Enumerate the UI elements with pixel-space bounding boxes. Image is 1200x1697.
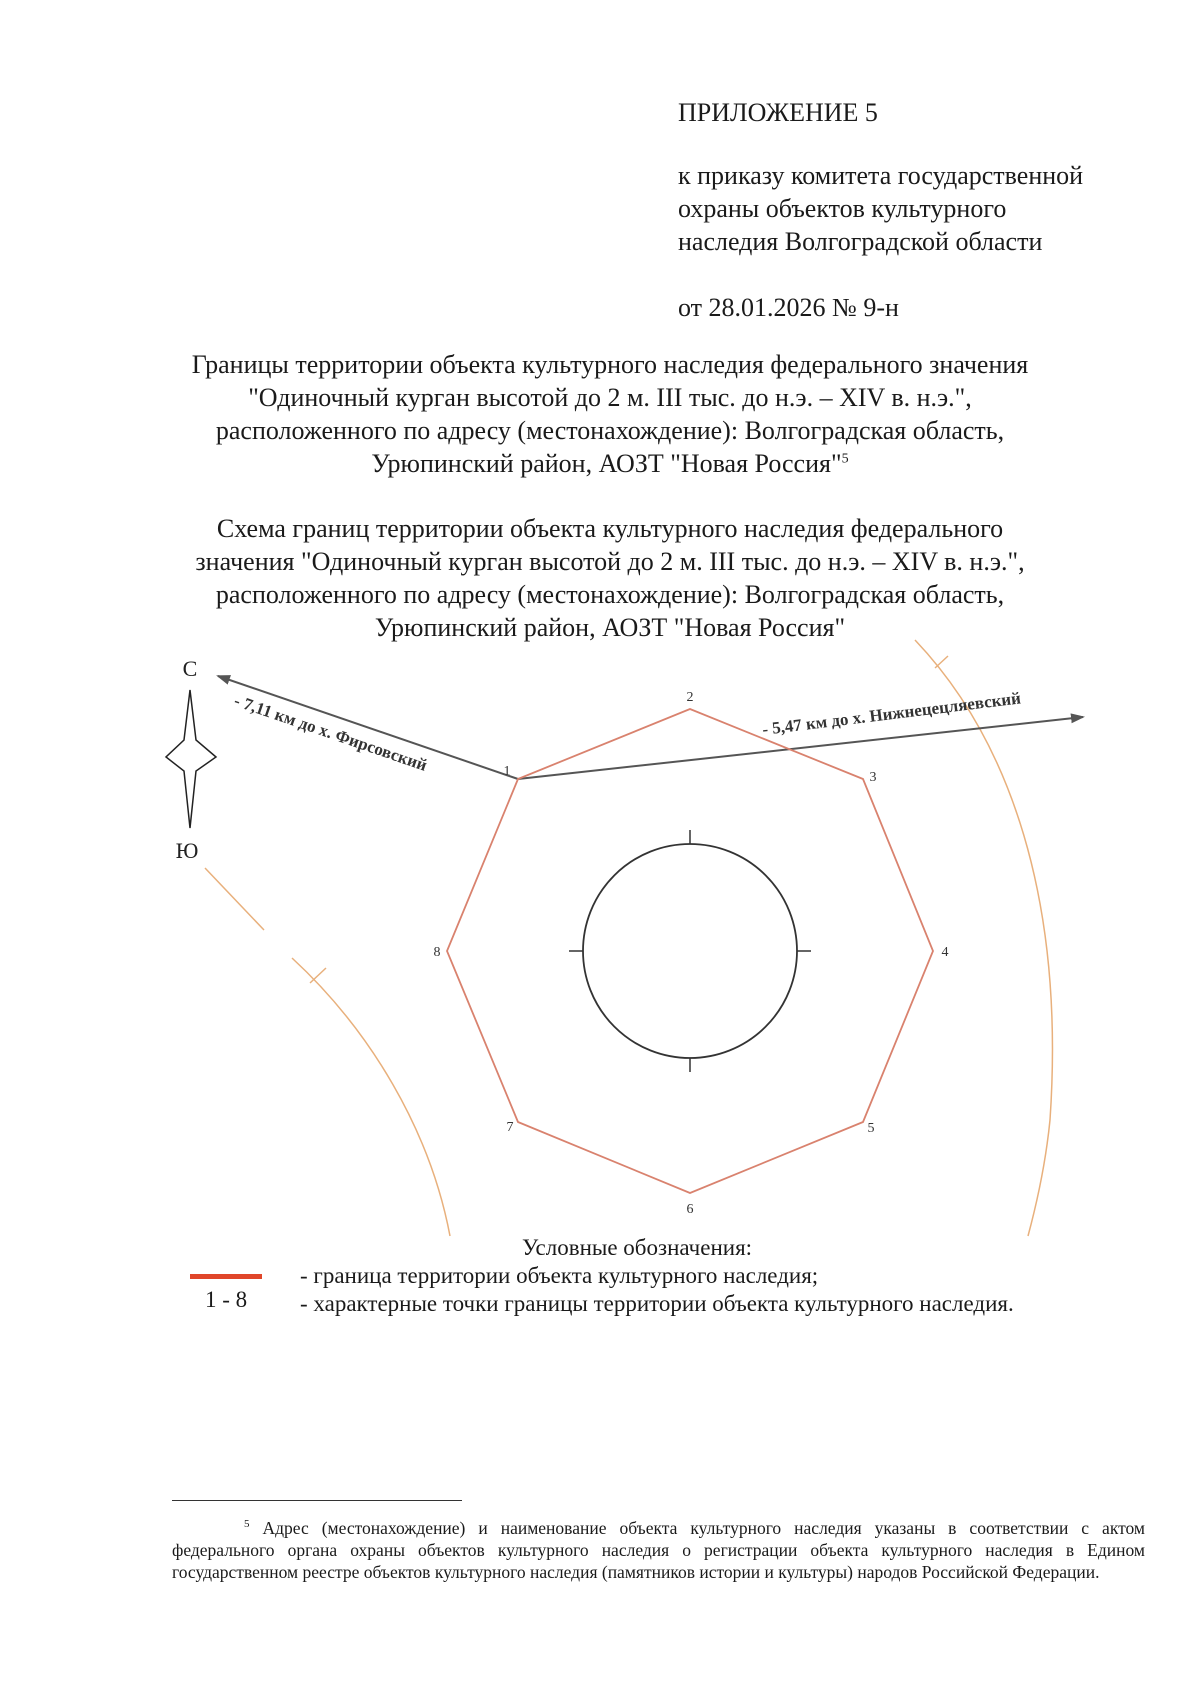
legend-boundary-text: - граница территории объекта культурного наследия; — [300, 1263, 819, 1288]
appendix-order-line: к приказу комитета государственной — [678, 161, 1084, 190]
appendix-date: от 28.01.2026 № 9-н — [678, 293, 899, 322]
heading-line: "Одиночный курган высотой до 2 м. III тыс. до н.э. – XIV в. н.э.", — [248, 383, 972, 412]
compass-north-label: С — [182, 656, 198, 681]
footnote-divider — [172, 1500, 462, 1501]
distance-arrow-firsovsky — [218, 676, 518, 779]
heading-line: расположенного по адресу (местонахождение): Волгоградская область, — [215, 580, 1005, 609]
legend-points-range: 1 - 8 — [205, 1287, 248, 1312]
road-tick-right — [935, 656, 948, 668]
mound-circle — [583, 844, 797, 1058]
boundary-point-label: 5 — [867, 1121, 875, 1136]
footnote-mark: 5 — [244, 1518, 250, 1530]
appendix-order-line: наследия Волгоградской области — [678, 227, 1043, 256]
legend-boundary-swatch — [190, 1274, 262, 1279]
compass-rose — [166, 656, 216, 863]
boundary-point-label: 4 — [941, 945, 949, 960]
appendix-order-line: охраны объектов культурного — [678, 194, 1007, 223]
road-tick-left — [310, 968, 326, 983]
heading-line: Урюпинский район, АОЗТ "Новая Россия" — [374, 613, 846, 642]
distance-label-firsovsky: - 7,11 км до х. Фирсовский — [231, 690, 430, 775]
footnote-text: Адрес (местонахождение) и наименование объекта культурного наследия указаны в соответствии с актом федерального органа охраны объектов культурного наследия о регистрации объекта культурного наследия в Едином государственном реестре объектов культурного наследия (памятников истории и культуры) народов Российской Федерации. — [172, 1517, 1145, 1582]
burial-mound — [569, 830, 811, 1072]
boundary-point-label: 8 — [433, 945, 441, 960]
road-line-left — [292, 958, 450, 1236]
legend-title: Условные обозначения: — [522, 1235, 753, 1260]
footnote — [172, 1513, 1145, 1583]
heading-line: значения "Одиночный курган высотой до 2 м. III тыс. до н.э. – XIV в. н.э.", — [195, 547, 1025, 576]
boundary-point-label: 2 — [686, 690, 694, 705]
heading-line: Границы территории объекта культурного наследия федерального значения — [191, 350, 1029, 379]
heading-line: Урюпинский район, АОЗТ "Новая Россия" — [371, 449, 842, 478]
heading-line: Схема границ территории объекта культурного наследия федерального — [216, 514, 1004, 543]
boundary-point-label: 1 — [503, 764, 511, 779]
road-line-right — [915, 640, 1052, 1236]
road-line-left-short — [205, 868, 264, 930]
footnote-reference[interactable]: 5 — [841, 451, 849, 467]
legend-points-text: - характерные точки границы территории объекта культурного наследия. — [300, 1291, 1014, 1316]
compass-south-label: Ю — [175, 838, 199, 863]
distance-label-nizhnetsentlyaevsky: - 5,47 км до х. Нижнецецляевский — [761, 688, 1022, 739]
boundary-point-label: 6 — [686, 1202, 694, 1217]
boundary-point-label: 3 — [869, 770, 877, 785]
compass-star-icon — [166, 690, 216, 828]
heading-line: расположенного по адресу (местонахождение): Волгоградская область, — [215, 416, 1005, 445]
territory-boundary — [447, 709, 933, 1193]
boundary-point-label: 7 — [506, 1120, 514, 1135]
appendix-title: ПРИЛОЖЕНИЕ 5 — [678, 98, 878, 127]
